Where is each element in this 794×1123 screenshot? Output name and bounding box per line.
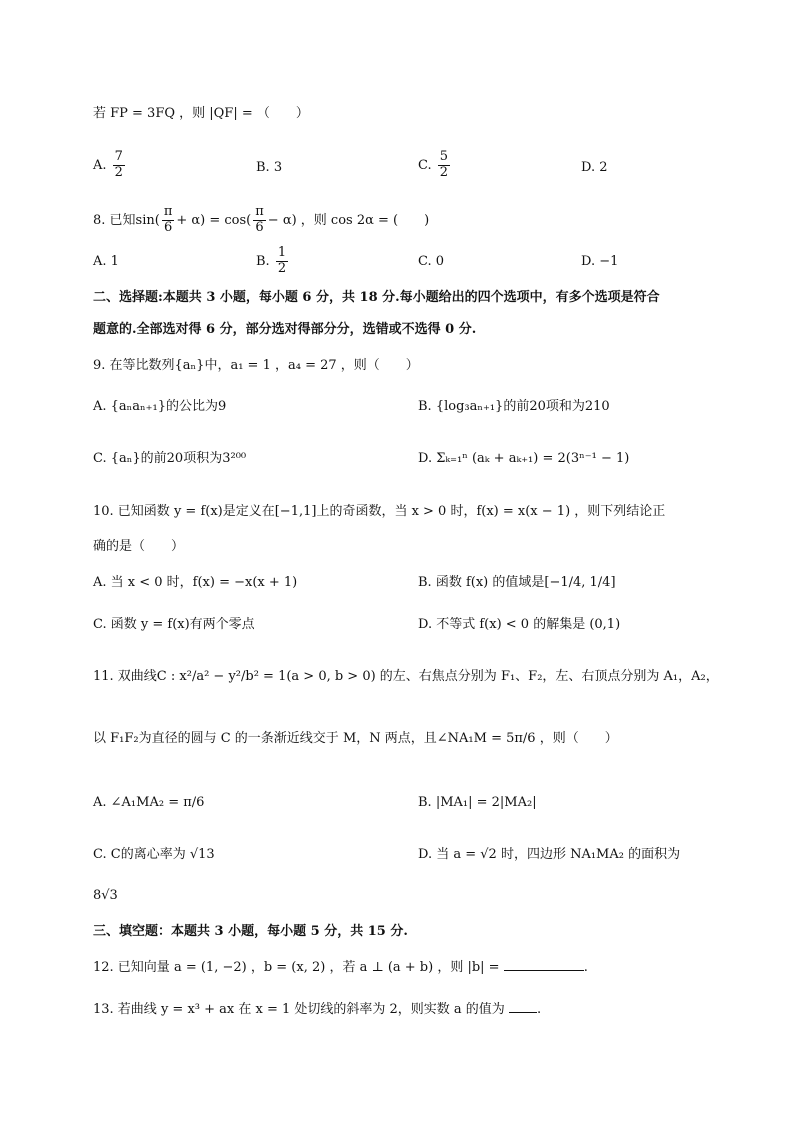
section-2-heading: 二、选择题:本题共 3 小题，每小题 6 分，共 18 分.每小题给出的四个选项中，有多个选项是符合	[93, 290, 660, 305]
fraction: $\frac{\pi}{6}$	[255, 204, 264, 235]
q7-option-a	[93, 150, 127, 181]
q9-option-b: B. {log₃aₙ₊₁}的前20项和为210	[418, 399, 610, 414]
q9-option-d: D. Σₖ₌₁ⁿ (aₖ + aₖ₊₁) = 2(3ⁿ⁻¹ − 1)	[418, 451, 630, 466]
q8-option-b	[256, 246, 290, 277]
q11-stem-cont: 以 F₁F₂为直径的圆与 C 的一条渐近线交于 M，N 两点，且∠NA₁M = 5π/6 ，则（ ）	[93, 731, 618, 746]
q9-stem: 9. 在等比数列{aₙ}中，a₁ = 1 ，a₄ = 27 ，则（ ）	[93, 358, 419, 373]
q10-stem-cont: 确的是（ ）	[93, 539, 185, 554]
q7-option-d: D. 2	[581, 160, 608, 175]
option-label: B.	[256, 253, 274, 269]
q12-stem: 12. 已知向量 a = (1, −2) ，b = (x, 2) ，若 a ⊥ (a + b) ，则 |b| = .	[93, 960, 588, 975]
q10-option-a: A. 当 x < 0 时，f(x) = −x(x + 1)	[93, 575, 298, 590]
q8-option-c: C. 0	[418, 254, 445, 269]
q10-option-c: C. 函数 y = f(x)有两个零点	[93, 617, 255, 632]
q11-option-c: C. C的离心率为 √13	[93, 847, 215, 862]
fraction: $\frac{1}{2}$	[277, 245, 287, 276]
q10-stem: 10. 已知函数 y = f(x)是定义在[−1,1]上的奇函数，当 x > 0 时，f(x) = x(x − 1) ，则下列结论正	[93, 504, 666, 519]
answer-blank	[509, 1012, 537, 1013]
q11-option-d: D. 当 a = √2 时，四边形 NA₁MA₂ 的面积为	[418, 847, 681, 862]
q7-option-c	[418, 150, 452, 181]
fraction: $\frac{\pi}{6}$	[163, 204, 173, 235]
section-3-heading: 三、填空题：本题共 3 小题，每小题 5 分，共 15 分.	[93, 924, 408, 939]
q7-option-b: B. 3	[256, 160, 283, 175]
answer-blank	[504, 970, 584, 971]
option-label: A.	[93, 157, 111, 173]
q10-option-d: D. 不等式 f(x) < 0 的解集是 (0,1)	[418, 617, 621, 632]
fraction: $\frac{7}{2}$	[114, 149, 123, 180]
fraction: $\frac{5}{2}$	[439, 149, 449, 180]
q8-option-d: D. −1	[581, 254, 619, 269]
q8-stem: 8. 已知sin( $\frac{\pi}{6}$ + α) = cos( $\frac{\pi}{6}$ − α) ，则 cos 2α = ( )	[93, 204, 430, 235]
q9-option-c: C. {aₙ}的前20项积为3²⁰⁰	[93, 451, 247, 466]
q9-option-a: A. {aₙaₙ₊₁}的公比为9	[93, 399, 227, 414]
q11-option-b: B. |MA₁| = 2|MA₂|	[418, 795, 537, 810]
q11-option-d-cont: 8√3	[93, 888, 118, 903]
option-label: C.	[418, 157, 436, 173]
section-2-heading-cont: 题意的.全部选对得 6 分，部分选对得部分分，选错或不选得 0 分.	[93, 322, 477, 337]
q10-option-b: B. 函数 f(x) 的值域是[−1/4, 1/4]	[418, 575, 616, 590]
q11-option-a: A. ∠A₁MA₂ = π/6	[93, 795, 205, 810]
q8-option-a: A. 1	[93, 254, 119, 269]
q11-stem: 11. 双曲线C : x²/a² − y²/b² = 1(a > 0, b > 0) 的左、右焦点分别为 F₁、F₂，左、右顶点分别为 A₁，A₂，	[93, 669, 719, 684]
q7-continuation: 若 FP = 3FQ ，则 |QF| = （ ）	[93, 106, 309, 121]
q13-stem: 13. 若曲线 y = x³ + ax 在 x = 1 处切线的斜率为 2，则实数 a 的值为 .	[93, 1002, 542, 1017]
